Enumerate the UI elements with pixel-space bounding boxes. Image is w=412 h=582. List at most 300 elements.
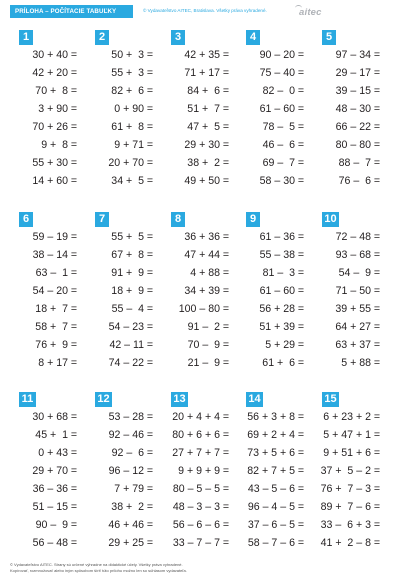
problem-list (95, 46, 165, 190)
problem-row (19, 426, 89, 444)
problem-row (19, 246, 89, 264)
equals-sign: = (373, 303, 380, 315)
problem-expression: 47 + 44 (184, 249, 220, 261)
exercise-block-11 (19, 392, 89, 552)
equals-sign: = (146, 249, 153, 261)
problem-row (19, 300, 89, 318)
equals-sign: = (70, 447, 77, 459)
problem-row (19, 264, 89, 282)
equals-sign: = (373, 67, 380, 79)
problem-expression: 71 – 50 (335, 285, 371, 297)
footer-line-1: © Vydavateľstvo AITEC. Strany sú určené výhradne na didaktické účely. Všetky práva vyhradené. (10, 562, 183, 567)
problem-row (171, 516, 241, 534)
problem-row (171, 282, 241, 300)
equals-sign: = (297, 231, 304, 243)
problem-row (246, 516, 316, 534)
problem-row (246, 154, 316, 172)
problem-expression: 45 + 1 (35, 429, 68, 441)
equals-sign: = (146, 103, 153, 115)
problem-expression: 20 + 70 (108, 157, 144, 169)
problem-expression: 80 – 5 – 5 (172, 483, 220, 495)
problem-expression: 72 – 48 (335, 231, 371, 243)
problem-row (171, 354, 241, 372)
problem-row (246, 444, 316, 462)
problem-expression: 55 + 3 (111, 67, 144, 79)
problem-expression: 51 + 39 (259, 321, 295, 333)
equals-sign: = (373, 121, 380, 133)
problem-row (322, 426, 392, 444)
equals-sign: = (373, 139, 380, 151)
problem-row (171, 228, 241, 246)
exercise-block-3 (171, 30, 241, 190)
equals-sign: = (373, 285, 380, 297)
equals-sign: = (222, 357, 229, 369)
problem-row (95, 282, 165, 300)
problem-expression: 56 + 3 + 8 (247, 411, 295, 423)
problem-row (95, 82, 165, 100)
problem-expression: 20 + 4 + 4 (172, 411, 220, 423)
problem-row (95, 172, 165, 190)
equals-sign: = (70, 175, 77, 187)
problem-row (95, 136, 165, 154)
problem-expression: 30 + 68 (32, 411, 68, 423)
equals-sign: = (70, 303, 77, 315)
problem-row (19, 172, 89, 190)
equals-sign: = (297, 157, 304, 169)
problem-expression: 61 + 8 (111, 121, 144, 133)
problem-row (171, 408, 241, 426)
problem-row (246, 46, 316, 64)
problem-expression: 70 + 26 (32, 121, 68, 133)
problem-row (171, 534, 241, 552)
equals-sign: = (297, 429, 304, 441)
problem-list (19, 46, 89, 190)
equals-sign: = (222, 285, 229, 297)
exercise-block-12 (95, 392, 165, 552)
problem-expression: 63 – 1 (35, 267, 68, 279)
problem-row (171, 336, 241, 354)
block-number-badge: 10 (322, 212, 339, 227)
problem-expression: 90 – 9 (35, 519, 68, 531)
block-number-badge: 2 (95, 30, 109, 45)
equals-sign: = (146, 157, 153, 169)
problem-row (95, 318, 165, 336)
problem-row (19, 100, 89, 118)
equals-sign: = (297, 465, 304, 477)
equals-sign: = (70, 267, 77, 279)
problem-expression: 93 – 68 (335, 249, 371, 261)
problem-row (246, 498, 316, 516)
equals-sign: = (373, 231, 380, 243)
equals-sign: = (373, 321, 380, 333)
problem-expression: 33 – 7 – 7 (172, 537, 220, 549)
problem-expression: 21 – 9 (187, 357, 220, 369)
equals-sign: = (222, 321, 229, 333)
equals-sign: = (146, 285, 153, 297)
problem-row (95, 46, 165, 64)
equals-sign: = (373, 103, 380, 115)
problem-row (171, 64, 241, 82)
equals-sign: = (222, 267, 229, 279)
equals-sign: = (146, 339, 153, 351)
equals-sign: = (222, 175, 229, 187)
problem-row (171, 300, 241, 318)
problem-row (95, 228, 165, 246)
problem-expression: 55 – 38 (259, 249, 295, 261)
problem-row (322, 64, 392, 82)
problem-row (322, 154, 392, 172)
problem-row (322, 46, 392, 64)
problem-row (19, 82, 89, 100)
problem-expression: 84 + 6 (187, 85, 220, 97)
problem-row (19, 534, 89, 552)
problem-expression: 29 + 30 (184, 139, 220, 151)
problem-row (95, 246, 165, 264)
equals-sign: = (70, 501, 77, 513)
exercise-block-8 (171, 212, 241, 372)
problem-expression: 66 – 22 (335, 121, 371, 133)
page-footer (10, 562, 402, 573)
problem-expression: 37 + 5 – 2 (320, 465, 371, 477)
problem-row (246, 246, 316, 264)
exercise-block-13 (171, 392, 241, 552)
equals-sign: = (70, 49, 77, 61)
problem-expression: 9 + 71 (114, 139, 144, 151)
block-number-badge: 5 (322, 30, 336, 45)
problem-row (95, 516, 165, 534)
equals-sign: = (297, 121, 304, 133)
equals-sign: = (146, 321, 153, 333)
problem-expression: 27 + 7 + 7 (172, 447, 220, 459)
problem-expression: 56 – 48 (32, 537, 68, 549)
equals-sign: = (70, 249, 77, 261)
problem-expression: 18 + 7 (35, 303, 68, 315)
equals-sign: = (373, 175, 380, 187)
problem-row (171, 444, 241, 462)
problem-row (322, 336, 392, 354)
equals-sign: = (297, 49, 304, 61)
problem-row (246, 408, 316, 426)
equals-sign: = (70, 67, 77, 79)
problem-expression: 76 – 6 (338, 175, 371, 187)
problem-row (322, 82, 392, 100)
problem-expression: 61 + 6 (262, 357, 295, 369)
problem-row (171, 498, 241, 516)
problem-expression: 48 – 30 (335, 103, 371, 115)
problem-row (322, 118, 392, 136)
exercise-block-10 (322, 212, 392, 372)
equals-sign: = (373, 267, 380, 279)
block-number-badge: 13 (171, 392, 188, 407)
equals-sign: = (297, 249, 304, 261)
aitec-logo (295, 5, 322, 18)
equals-sign: = (70, 85, 77, 97)
problem-row (322, 318, 392, 336)
equals-sign: = (146, 139, 153, 151)
problem-expression: 88 – 7 (338, 157, 371, 169)
problem-row (171, 480, 241, 498)
equals-sign: = (222, 501, 229, 513)
section-tag: PRÍLOHA – POČÍTACIE TABUĽKY (10, 5, 133, 18)
problem-row (19, 136, 89, 154)
equals-sign: = (146, 67, 153, 79)
problem-row (95, 118, 165, 136)
equals-sign: = (70, 537, 77, 549)
problem-expression: 61 – 60 (259, 103, 295, 115)
problem-row (95, 444, 165, 462)
equals-sign: = (70, 103, 77, 115)
problem-expression: 8 + 17 (38, 357, 68, 369)
problem-expression: 70 + 8 (35, 85, 68, 97)
problem-row (246, 336, 316, 354)
logo-text: aitec (299, 7, 322, 18)
block-number-badge: 1 (19, 30, 33, 45)
equals-sign: = (373, 157, 380, 169)
block-number-badge: 15 (322, 392, 339, 407)
problem-expression: 48 – 3 – 3 (172, 501, 220, 513)
problem-row (322, 516, 392, 534)
equals-sign: = (146, 231, 153, 243)
block-number-badge: 4 (246, 30, 260, 45)
equals-sign: = (373, 429, 380, 441)
problem-expression: 34 + 39 (184, 285, 220, 297)
problem-list (171, 46, 241, 190)
problem-expression: 54 – 23 (108, 321, 144, 333)
problem-row (246, 282, 316, 300)
problem-row (322, 534, 392, 552)
equals-sign: = (373, 339, 380, 351)
problem-expression: 36 + 36 (184, 231, 220, 243)
problem-expression: 36 – 36 (32, 483, 68, 495)
problem-expression: 38 – 14 (32, 249, 68, 261)
problem-row (322, 228, 392, 246)
equals-sign: = (373, 49, 380, 61)
problem-list (171, 228, 241, 372)
exercise-block-14 (246, 392, 316, 552)
problem-row (19, 336, 89, 354)
equals-sign: = (373, 85, 380, 97)
problem-expression: 91 + 9 (111, 267, 144, 279)
equals-sign: = (146, 85, 153, 97)
problem-list (19, 228, 89, 372)
equals-sign: = (373, 483, 380, 495)
problem-expression: 5 + 88 (341, 357, 371, 369)
equals-sign: = (297, 267, 304, 279)
problem-list (322, 408, 392, 552)
problem-row (171, 136, 241, 154)
problem-row (246, 64, 316, 82)
block-number-badge: 8 (171, 212, 185, 227)
problem-row (95, 462, 165, 480)
problem-list (19, 408, 89, 552)
problem-row (19, 444, 89, 462)
problem-expression: 14 + 60 (32, 175, 68, 187)
equals-sign: = (222, 139, 229, 151)
problem-row (171, 118, 241, 136)
problem-row (322, 172, 392, 190)
problem-expression: 39 – 15 (335, 85, 371, 97)
problem-row (322, 444, 392, 462)
problem-row (95, 354, 165, 372)
problem-row (95, 408, 165, 426)
equals-sign: = (297, 357, 304, 369)
problem-row (95, 498, 165, 516)
problem-row (171, 318, 241, 336)
equals-sign: = (222, 103, 229, 115)
problem-row (322, 282, 392, 300)
block-number-badge: 9 (246, 212, 260, 227)
equals-sign: = (297, 483, 304, 495)
problem-expression: 58 – 7 – 6 (247, 537, 295, 549)
problem-expression: 76 + 7 – 3 (320, 483, 371, 495)
problem-expression: 46 – 6 (262, 139, 295, 151)
equals-sign: = (146, 267, 153, 279)
equals-sign: = (222, 231, 229, 243)
problem-expression: 9 + 8 (41, 139, 68, 151)
problem-expression: 78 – 5 (262, 121, 295, 133)
problem-expression: 42 + 20 (32, 67, 68, 79)
problem-expression: 67 + 8 (111, 249, 144, 261)
problem-list (95, 228, 165, 372)
problem-expression: 91 – 2 (187, 321, 220, 333)
problem-row (322, 300, 392, 318)
problem-expression: 71 + 17 (184, 67, 220, 79)
equals-sign: = (222, 447, 229, 459)
equals-sign: = (146, 465, 153, 477)
problem-expression: 63 + 37 (335, 339, 371, 351)
problem-expression: 75 – 40 (259, 67, 295, 79)
equals-sign: = (222, 157, 229, 169)
problem-expression: 82 – 0 (262, 85, 295, 97)
problem-row (171, 426, 241, 444)
equals-sign: = (70, 285, 77, 297)
problem-expression: 18 + 9 (111, 285, 144, 297)
problem-expression: 0 + 90 (114, 103, 144, 115)
problem-expression: 80 – 80 (335, 139, 371, 151)
problem-row (246, 318, 316, 336)
problem-expression: 54 – 9 (338, 267, 371, 279)
problem-row (19, 118, 89, 136)
block-number-badge: 3 (171, 30, 185, 45)
block-number-badge: 12 (95, 392, 112, 407)
problem-expression: 100 – 80 (178, 303, 220, 315)
equals-sign: = (146, 49, 153, 61)
equals-sign: = (70, 139, 77, 151)
equals-sign: = (222, 67, 229, 79)
problem-expression: 41 + 2 – 8 (320, 537, 371, 549)
problem-expression: 5 + 29 (265, 339, 295, 351)
problem-expression: 51 + 7 (187, 103, 220, 115)
problem-row (246, 82, 316, 100)
equals-sign: = (297, 339, 304, 351)
problem-row (95, 264, 165, 282)
equals-sign: = (297, 175, 304, 187)
equals-sign: = (297, 501, 304, 513)
exercise-block-2 (95, 30, 165, 190)
problem-row (246, 172, 316, 190)
equals-sign: = (70, 411, 77, 423)
equals-sign: = (297, 519, 304, 531)
problem-row (19, 282, 89, 300)
problem-expression: 55 + 5 (111, 231, 144, 243)
problem-expression: 96 – 4 – 5 (247, 501, 295, 513)
equals-sign: = (373, 519, 380, 531)
equals-sign: = (297, 303, 304, 315)
problem-expression: 53 – 28 (108, 411, 144, 423)
problem-expression: 76 + 9 (35, 339, 68, 351)
problem-expression: 33 – 6 + 3 (320, 519, 371, 531)
problem-row (19, 228, 89, 246)
page-header (10, 5, 402, 19)
problem-row (19, 516, 89, 534)
equals-sign: = (222, 85, 229, 97)
equals-sign: = (373, 249, 380, 261)
equals-sign: = (222, 537, 229, 549)
problem-row (171, 246, 241, 264)
problem-row (95, 154, 165, 172)
problem-row (246, 354, 316, 372)
problem-row (19, 462, 89, 480)
equals-sign: = (222, 411, 229, 423)
problem-row (171, 46, 241, 64)
equals-sign: = (70, 483, 77, 495)
problem-expression: 82 + 7 + 5 (247, 465, 295, 477)
block-number-badge: 7 (95, 212, 109, 227)
problem-row (246, 534, 316, 552)
equals-sign: = (297, 321, 304, 333)
problem-row (322, 100, 392, 118)
equals-sign: = (373, 447, 380, 459)
problem-expression: 51 – 15 (32, 501, 68, 513)
equals-sign: = (146, 121, 153, 133)
problem-row (19, 318, 89, 336)
problem-expression: 42 – 11 (109, 339, 144, 351)
problem-row (95, 534, 165, 552)
problem-list (246, 408, 316, 552)
problem-expression: 81 – 3 (262, 267, 295, 279)
exercise-block-7 (95, 212, 165, 372)
problem-expression: 61 – 36 (259, 231, 295, 243)
exercise-block-9 (246, 212, 316, 372)
problem-row (171, 100, 241, 118)
problem-list (322, 46, 392, 190)
problem-list (246, 46, 316, 190)
block-number-badge: 11 (19, 392, 36, 407)
problem-row (322, 408, 392, 426)
exercise-block-4 (246, 30, 316, 190)
equals-sign: = (146, 483, 153, 495)
problem-row (95, 426, 165, 444)
problem-expression: 38 + 2 (111, 501, 144, 513)
problem-row (19, 498, 89, 516)
problem-row (95, 336, 165, 354)
equals-sign: = (297, 537, 304, 549)
equals-sign: = (146, 501, 153, 513)
equals-sign: = (70, 231, 77, 243)
problem-expression: 69 + 2 + 4 (247, 429, 295, 441)
equals-sign: = (222, 249, 229, 261)
problem-expression: 29 – 17 (335, 67, 371, 79)
equals-sign: = (70, 519, 77, 531)
block-number-badge: 14 (246, 392, 263, 407)
problem-expression: 9 + 9 + 9 (178, 465, 220, 477)
equals-sign: = (297, 411, 304, 423)
problem-expression: 69 – 7 (262, 157, 295, 169)
exercise-block-15 (322, 392, 392, 552)
problem-row (171, 172, 241, 190)
problem-list (322, 228, 392, 372)
equals-sign: = (373, 411, 380, 423)
